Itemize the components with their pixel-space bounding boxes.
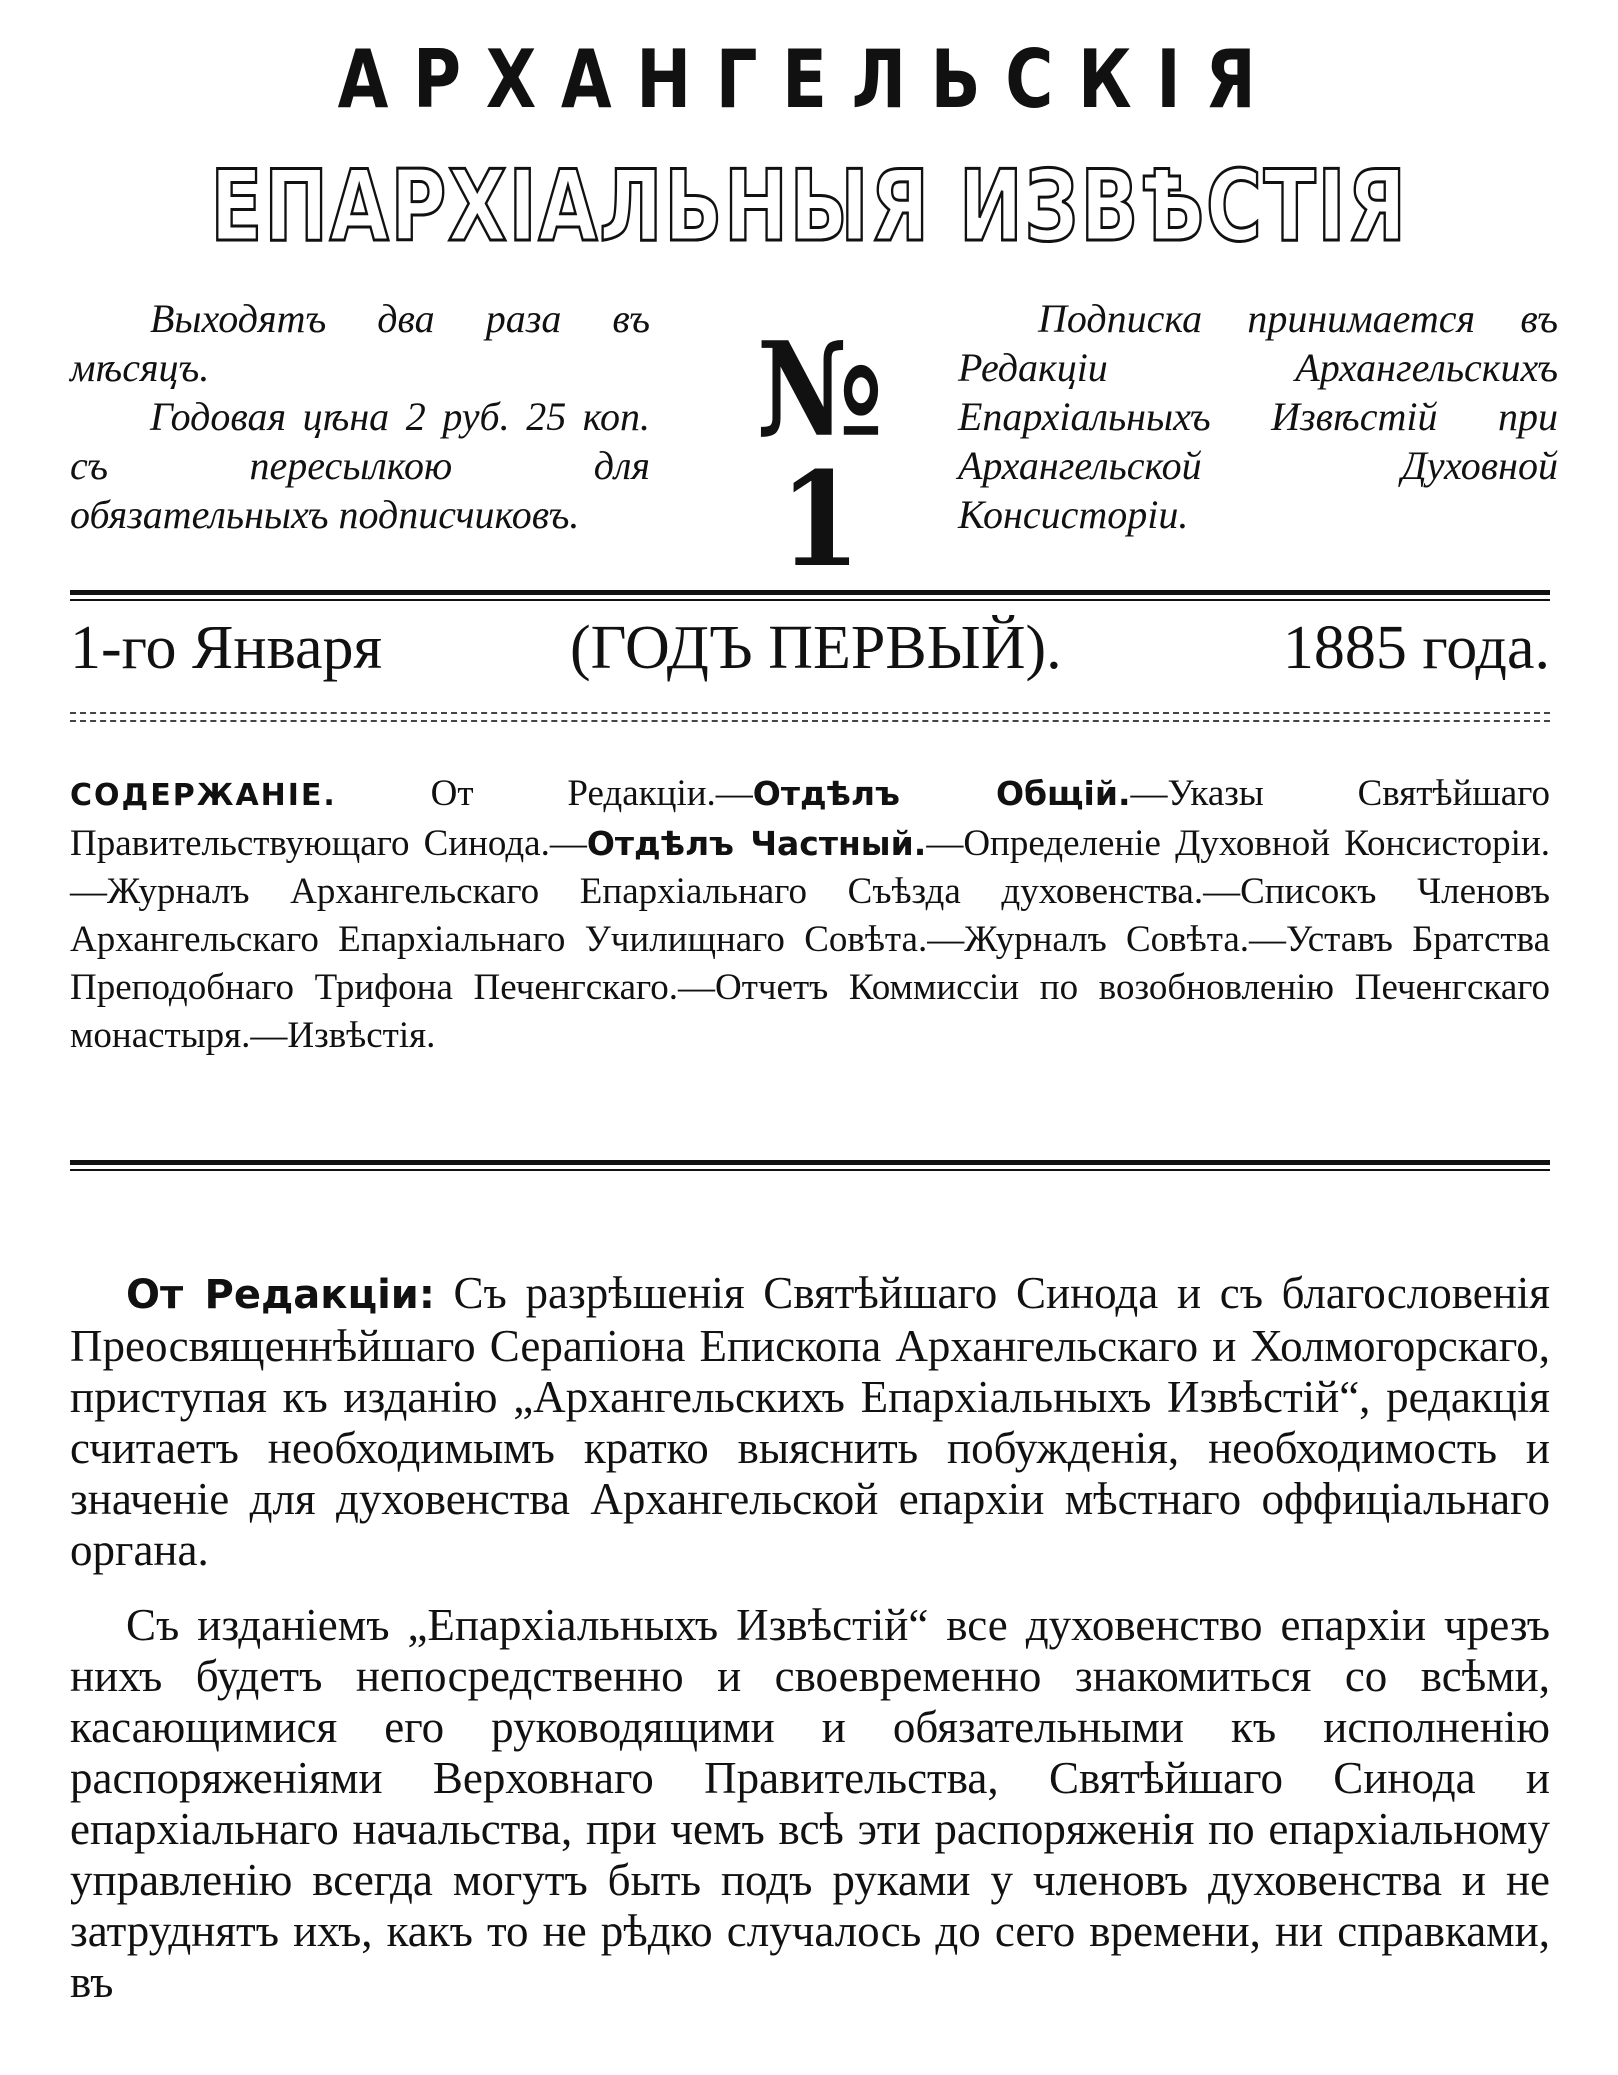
contents-section-private: Отдѣлъ Частный. — [586, 824, 927, 863]
contents-part3: —Определеніе Духовной Консисторіи.—Журналъ Архангельскаго Епархіальнаго Съѣзда духовенства.—Списокъ Членовъ Архангельскаго Епархіальнаго Училищнаго Совѣта.—Журналъ Совѣта.—Уставъ Братства Преподобнаго Трифона Печенгскаго.—Отчетъ Коммиссіи по возобновленію Печенгскаго монастыря.—Извѣстія. — [70, 823, 1550, 1056]
contents-part2: —Указы Святѣйшаго Правительствующаго Синода.— — [70, 773, 1550, 864]
article-lead: От Редакціи: — [126, 1272, 435, 1318]
subscription-info — [958, 294, 1558, 539]
year-of-publication: (ГОДЪ ПЕРВЫЙ). — [570, 614, 1062, 682]
masthead-title-line1: АРХАНГЕЛЬСКІЯ — [337, 33, 1281, 126]
issue-date: 1-го Января — [70, 614, 383, 682]
publication-frequency-and-price — [70, 294, 650, 539]
contents-divider — [70, 1160, 1550, 1171]
dateline-divider-1 — [70, 712, 1550, 714]
frequency-text — [70, 294, 650, 392]
price-text-content: Годовая цѣна 2 руб. 25 коп. съ пересылкою для обязательныхъ подписчиковъ. — [70, 394, 650, 537]
article-paragraph-2: Съ изданіемъ „Епархіальныхъ Извѣстій“ все духовенство епархіи чрезъ нихъ будетъ непосредственно и своевременно знакомиться со всѣми, касающимися его руководящими и обязательными къ исполненію распоряженіями Верховнаго Правительства, Святѣйшаго Синода и епархіальнаго начальства, при чемъ всѣ эти распоряженія по епархіальному управленію всегда могутъ быть подъ руками у членовъ духовенства и не затруднятъ ихъ, какъ то не рѣдко случалось до сего времени, ни справками, въ — [70, 1600, 1550, 2007]
contents-section-general: Отдѣлъ Общій. — [752, 774, 1131, 813]
masthead-title-line2: ЕПАРХІАЛЬНЫЯ ИЗВѢСТІЯ — [210, 150, 1408, 264]
header-divider-top — [70, 590, 1550, 601]
price-text — [70, 392, 650, 539]
article-paragraph-1-text: Съ разрѣшенія Святѣйшаго Синода и съ благословенія Преосвященнѣйшаго Серапіона Епископа Архангельскаго и Холмогорскаго, приступая къ изданію „Архангельскихъ Епархіальныхъ Извѣстій“, редакція считаетъ необходимымъ кратко выяснить побужденія, необходимость и значеніе для духовенства Архангельской епархіи мѣстнаго оффиціальнаго органа. — [70, 1268, 1550, 1575]
article-body — [70, 1268, 1550, 2032]
dateline-divider-2 — [70, 720, 1550, 722]
issue-year: 1885 года. — [1282, 614, 1550, 682]
frequency-text-content: Выходятъ два раза въ мѣсяцъ. — [70, 296, 650, 390]
contents-part1: От Редакціи.— — [336, 773, 753, 814]
issue-number: № 1 — [756, 313, 884, 596]
contents-label: СОДЕРЖАНІЕ. — [70, 778, 337, 813]
article-paragraph-1 — [70, 1268, 1550, 1576]
subscription-text: Подписка принимается въ Редакціи Архангельскихъ Епархіальныхъ Извѣстій при Архангельской Духовной Консисторіи. — [958, 296, 1558, 537]
table-of-contents — [70, 770, 1550, 1060]
dateline — [70, 608, 1550, 688]
